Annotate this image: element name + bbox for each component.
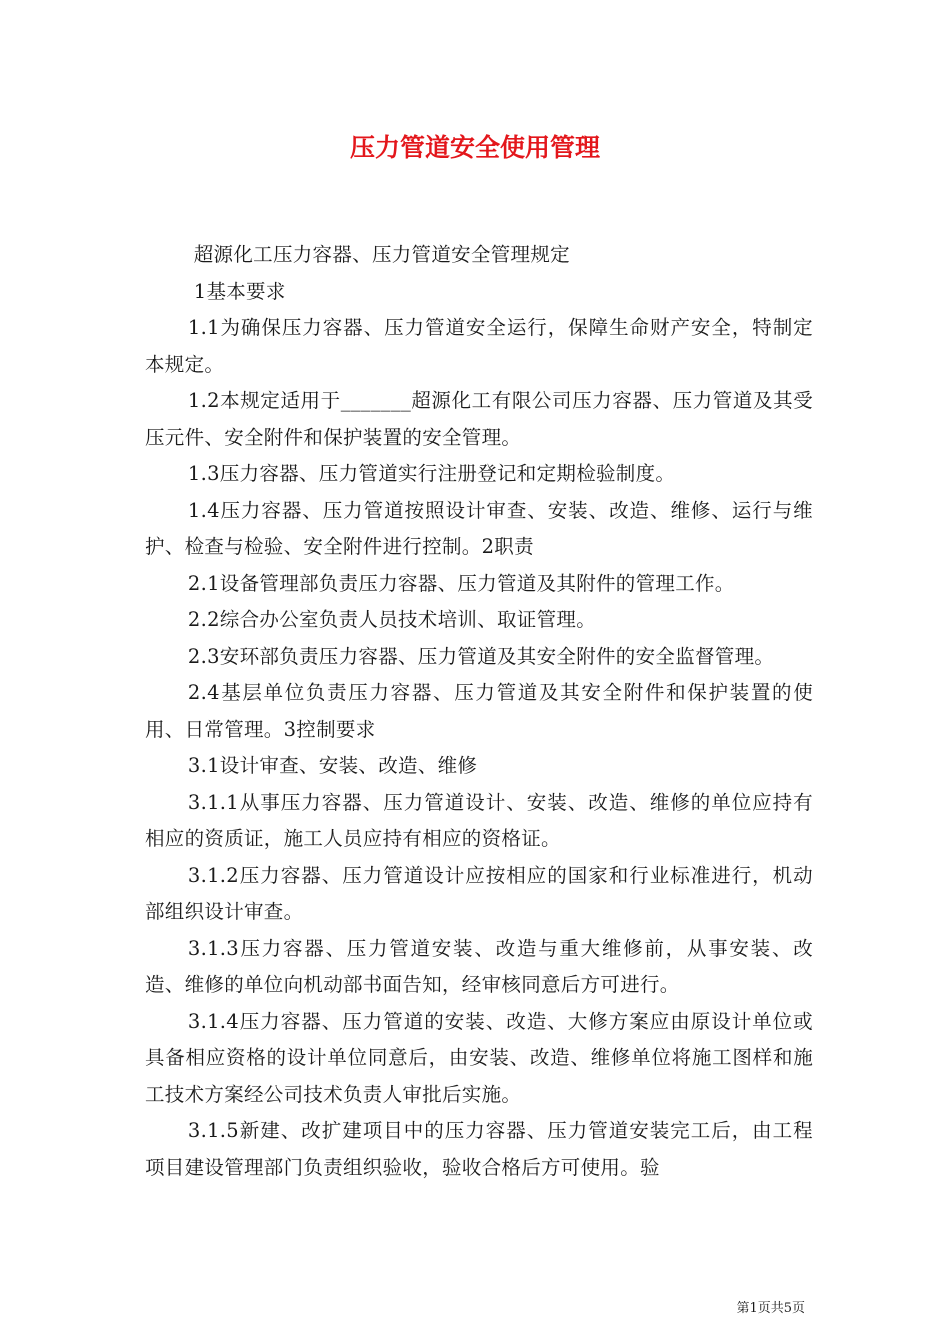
paragraph-1-4: 1.4压力容器、压力管道按照设计审查、安装、改造、维修、运行与维护、检查与检验、安全附件进行控制。2职责 [145,498,813,558]
paragraph-3-1-3: 3.1.3压力容器、压力管道安装、改造与重大维修前，从事安装、改造、维修的单位向机动部书面告知，经审核同意后方可进行。 [145,936,813,996]
page-number: 第1页共5页 [736,1301,805,1316]
document-title: 压力管道安全使用管理 [349,133,600,162]
paragraph-regulation-title: 超源化工压力容器、压力管道安全管理规定 [193,243,570,266]
paragraph-3-1-4: 3.1.4压力容器、压力管道的安装、改造、大修方案应由原设计单位或具备相应资格的设计单位同意后，由安装、改造、维修单位将施工图样和施工技术方案经公司技术负责人审批后实施。 [145,1009,813,1106]
paragraph-1-1: 1.1为确保压力容器、压力管道安全运行，保障生命财产安全，特制定本规定。 [145,316,813,376]
paragraph-section-1: 1基本要求 [193,279,286,303]
paragraph-3-1-2: 3.1.2压力容器、压力管道设计应按相应的国家和行业标准进行，机动部组织设计审查。 [145,863,813,923]
document-body [145,237,813,1186]
paragraph-2-3: 2.3安环部负责压力容器、压力管道及其安全附件的安全监督管理。 [187,644,775,668]
paragraph-2-4: 2.4基层单位负责压力容器、压力管道及其安全附件和保护装置的使用、日常管理。3控制要求 [145,681,813,741]
paragraph-3-1-5: 3.1.5新建、改扩建项目中的压力容器、压力管道安装完工后，由工程项目建设管理部门负责组织验收，验收合格后方可使用。验 [145,1119,813,1179]
paragraph-3-1: 3.1设计审查、安装、改造、维修 [187,754,478,777]
paragraph-2-2: 2.2综合办公室负责人员技术培训、取证管理。 [187,608,597,631]
paragraph-2-1: 2.1设备管理部负责压力容器、压力管道及其附件的管理工作。 [187,571,735,595]
paragraph-1-3: 1.3压力容器、压力管道实行注册登记和定期检验制度。 [187,462,676,485]
paragraph-3-1-1: 3.1.1从事压力容器、压力管道设计、安装、改造、维修的单位应持有相应的资质证，施工人员应持有相应的资格证。 [145,790,813,850]
paragraph-1-2: 1.2本规定适用于_______超源化工有限公司压力容器、压力管道及其受压元件、安全附件和保护装置的安全管理。 [145,389,813,449]
